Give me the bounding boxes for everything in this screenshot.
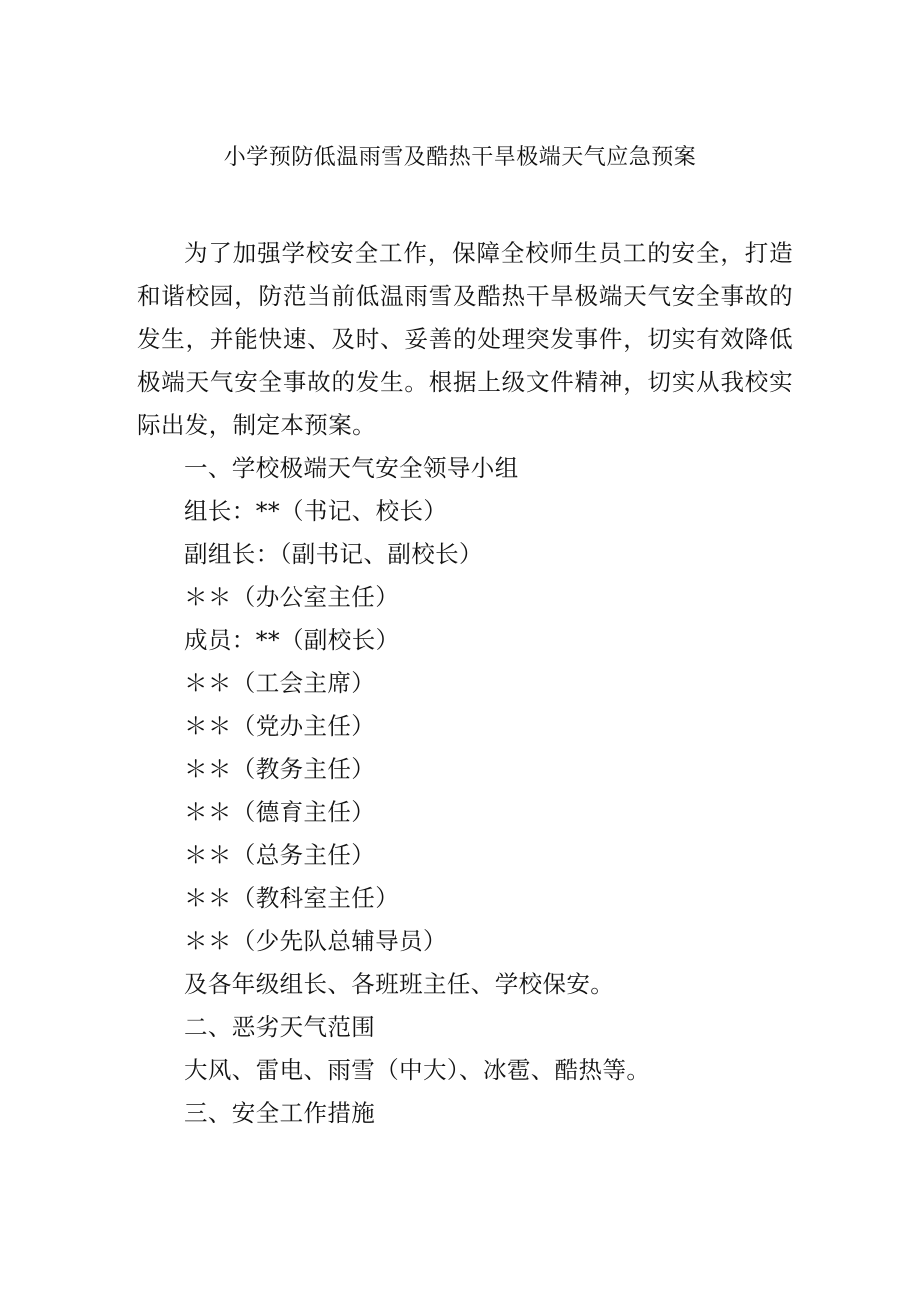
member-line: ＊＊（工会主席） — [184, 669, 376, 697]
content-lines — [184, 447, 650, 1135]
member-line: ＊＊（德育主任） — [184, 798, 376, 826]
member-line: ＊＊（教务主任） — [184, 755, 376, 783]
member-line: ＊＊（党办主任） — [184, 712, 376, 740]
weather-range-line: 大风、雷电、雨雪（中大）、冰雹、酷热等。 — [184, 1056, 651, 1084]
section-heading-2: 二、恶劣天气范围 — [184, 1013, 376, 1041]
members-line: 成员：**（副校长） — [184, 626, 400, 654]
intro-paragraph: 为了加强学校安全工作，保障全校师生员工的安全，打造和谐校园，防范当前低温雨雪及酷热干旱极端天气安全事故的发生，并能快速、及时、妥善的处理突发事件，切实有效降低极端天气安全事故的发生。根据上级文件精神，切实从我校实际出发，制定本预案。 — [137, 239, 793, 439]
members-note-line: 及各年级组长、各班班主任、学校保安。 — [184, 970, 615, 998]
deputy-leader-line: 副组长：（副书记、副校长） — [184, 540, 483, 568]
member-line: ＊＊（办公室主任） — [184, 583, 400, 611]
leader-line: 组长：**（书记、校长） — [184, 497, 448, 525]
document-title: 小学预防低温雨雪及酷热干旱极端天气应急预案 — [223, 145, 697, 170]
member-line: ＊＊（少先队总辅导员） — [184, 927, 447, 955]
section-heading-3: 三、安全工作措施 — [184, 1099, 376, 1127]
member-line: ＊＊（总务主任） — [184, 841, 376, 869]
member-line: ＊＊（教科室主任） — [184, 884, 400, 912]
section-heading-1: 一、学校极端天气安全领导小组 — [184, 454, 519, 482]
